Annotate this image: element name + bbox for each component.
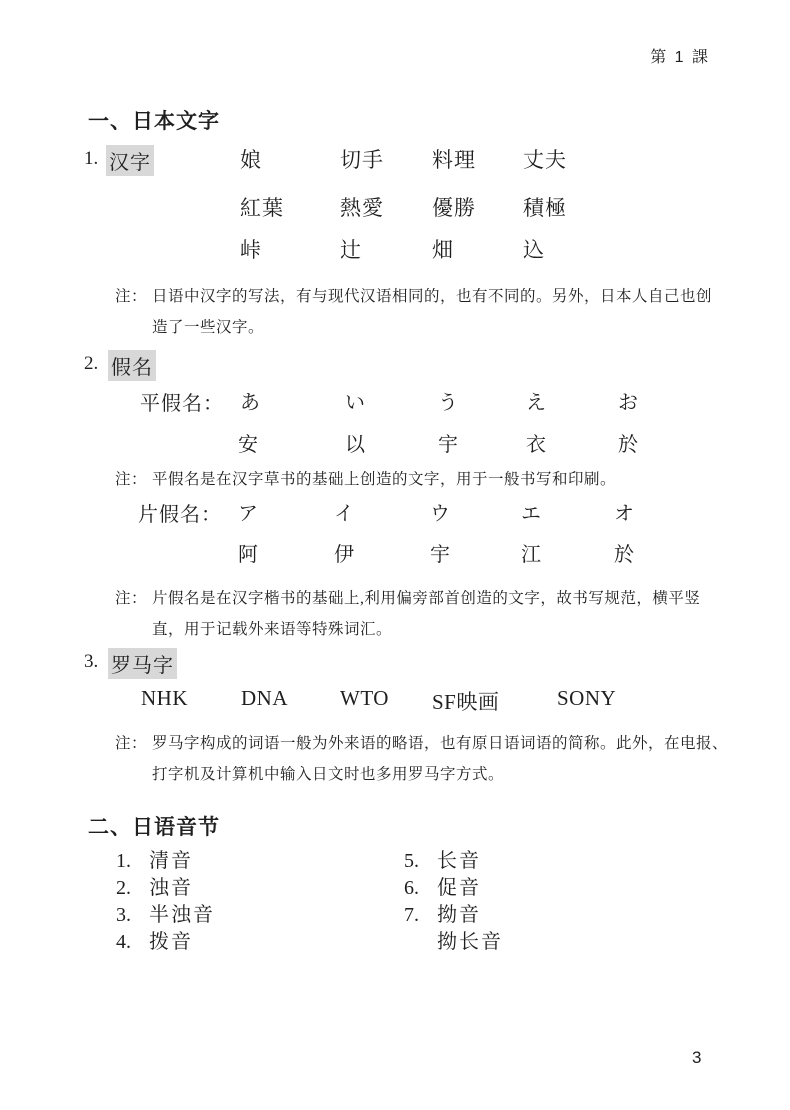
romaji-cell: SF映画 bbox=[432, 690, 500, 714]
katakana-cell: オ bbox=[614, 503, 635, 525]
kanji-cell: 切手 bbox=[340, 148, 384, 172]
list-item bbox=[116, 877, 193, 899]
list-item-number: 3. bbox=[116, 904, 131, 926]
list-item-label: 长音 bbox=[437, 850, 481, 872]
note-line: 日语中汉字的写法，有与现代汉语相同的，也有不同的。另外，日本人自己也创 bbox=[152, 288, 713, 305]
list-item-number: 2. bbox=[116, 877, 131, 899]
kanji-cell: 娘 bbox=[240, 148, 262, 172]
lesson-label: 第 1 課 bbox=[650, 49, 710, 66]
list-item-number: 7. bbox=[404, 904, 419, 926]
item2-number: 2. bbox=[84, 353, 99, 374]
katakana-cell: ウ bbox=[430, 503, 451, 525]
kanji-cell: 紅葉 bbox=[240, 196, 284, 220]
hiragana-origin-cell: 以 bbox=[345, 434, 366, 456]
romaji-cell: DNA bbox=[241, 686, 288, 710]
hiragana-origin-cell: 宇 bbox=[438, 434, 459, 456]
list-item-label: 清音 bbox=[149, 850, 193, 872]
list-item-label: 拗音 bbox=[437, 904, 481, 926]
kanji-cell: 峠 bbox=[240, 238, 262, 262]
note-label: 注： bbox=[115, 288, 148, 305]
list-item bbox=[404, 850, 481, 872]
kanji-cell: 熱愛 bbox=[340, 196, 384, 220]
section1-heading: 一、日本文字 bbox=[88, 110, 220, 133]
hiragana-label: 平假名： bbox=[140, 393, 224, 415]
katakana-cell: エ bbox=[521, 503, 542, 525]
list-item-number: 5. bbox=[404, 850, 419, 872]
note-katakana bbox=[115, 583, 700, 645]
list-item-number: 4. bbox=[116, 931, 131, 953]
note-line: 片假名是在汉字楷书的基础上,利用偏旁部首创造的文字，故书写规范，横平竖 bbox=[152, 590, 701, 607]
note-line: 打字机及计算机中输入日文时也多用罗马字方式。 bbox=[152, 766, 505, 783]
katakana-origin-cell: 伊 bbox=[334, 544, 355, 566]
item3-title: 罗马字 bbox=[108, 648, 177, 679]
note-label: 注： bbox=[115, 735, 148, 752]
note-line: 直，用于记载外来语等特殊词汇。 bbox=[152, 621, 393, 638]
hiragana-cell: う bbox=[438, 392, 459, 414]
katakana-origin-cell: 於 bbox=[614, 544, 635, 566]
hiragana-cell: い bbox=[345, 392, 366, 414]
katakana-origin-cell: 阿 bbox=[238, 544, 259, 566]
kanji-cell: 優勝 bbox=[432, 196, 476, 220]
item3-number: 3. bbox=[84, 651, 99, 672]
item1-number: 1. bbox=[84, 148, 99, 169]
note-line: 平假名是在汉字草书的基础上创造的文字，用于一般书写和印刷。 bbox=[152, 471, 617, 488]
list-item bbox=[404, 931, 503, 953]
romaji-cell: WTO bbox=[340, 686, 389, 710]
katakana-cell: イ bbox=[334, 503, 355, 525]
kanji-cell: 辻 bbox=[340, 238, 362, 262]
hiragana-origin-cell: 衣 bbox=[526, 434, 547, 456]
kanji-cell: 丈夫 bbox=[523, 148, 567, 172]
katakana-label: 片假名： bbox=[138, 504, 222, 526]
list-item bbox=[404, 877, 481, 899]
kanji-cell: 込 bbox=[523, 238, 545, 262]
kanji-cell: 畑 bbox=[432, 238, 454, 262]
hiragana-cell: お bbox=[618, 392, 639, 414]
kanji-cell: 積極 bbox=[523, 196, 567, 220]
hiragana-cell: え bbox=[526, 392, 547, 414]
list-item-number: 6. bbox=[404, 877, 419, 899]
note-kanji bbox=[115, 281, 712, 343]
katakana-origin-cell: 宇 bbox=[430, 544, 451, 566]
list-item-number: 1. bbox=[116, 850, 131, 872]
list-item bbox=[404, 904, 481, 926]
item2-title: 假名 bbox=[108, 350, 156, 381]
note-romaji bbox=[115, 728, 728, 790]
page-number: 3 bbox=[692, 1048, 702, 1067]
note-label: 注： bbox=[115, 471, 148, 488]
romaji-cell: SONY bbox=[557, 686, 617, 710]
list-item bbox=[116, 904, 215, 926]
katakana-origin-cell: 江 bbox=[521, 544, 542, 566]
hiragana-cell: あ bbox=[240, 392, 261, 414]
romaji-cell: NHK bbox=[141, 686, 188, 710]
section2-heading: 二、日语音节 bbox=[88, 816, 220, 839]
list-item-label: 浊音 bbox=[149, 877, 193, 899]
hiragana-origin-cell: 於 bbox=[618, 434, 639, 456]
hiragana-origin-cell: 安 bbox=[238, 434, 259, 456]
note-line: 造了一些汉字。 bbox=[152, 319, 265, 336]
note-label: 注： bbox=[115, 590, 148, 607]
list-item-label: 促音 bbox=[437, 877, 481, 899]
list-item-label: 拗长音 bbox=[437, 931, 503, 953]
kanji-cell: 料理 bbox=[432, 148, 476, 172]
list-item-label: 拨音 bbox=[149, 931, 193, 953]
list-item bbox=[116, 850, 193, 872]
note-line: 罗马字构成的词语一般为外来语的略语，也有原日语词语的简称。此外，在电报、 bbox=[152, 735, 729, 752]
katakana-cell: ア bbox=[238, 503, 259, 525]
list-item-number bbox=[404, 931, 437, 953]
note-hiragana bbox=[115, 464, 616, 495]
list-item-label: 半浊音 bbox=[149, 904, 215, 926]
item1-title: 汉字 bbox=[106, 145, 154, 176]
list-item bbox=[116, 931, 193, 953]
